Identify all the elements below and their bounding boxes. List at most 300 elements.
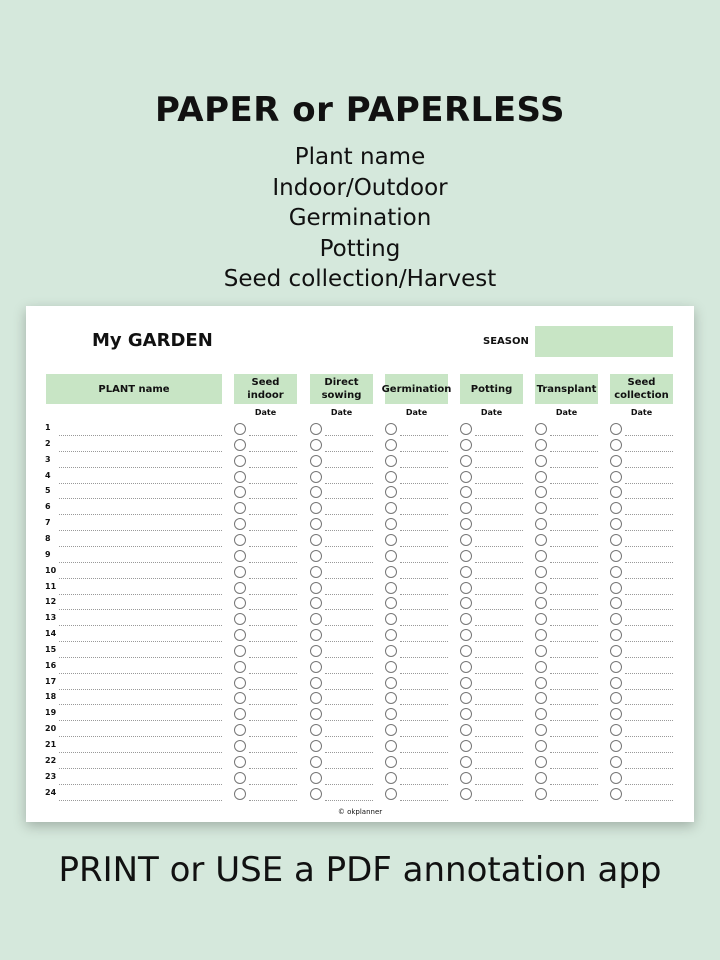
checkbox-circle[interactable] bbox=[460, 423, 472, 435]
plant-name-line[interactable] bbox=[59, 562, 222, 563]
date-line[interactable] bbox=[550, 720, 598, 721]
date-line[interactable] bbox=[475, 483, 523, 484]
checkbox-circle[interactable] bbox=[610, 502, 622, 514]
date-line[interactable] bbox=[249, 609, 297, 610]
date-line[interactable] bbox=[400, 641, 448, 642]
date-line[interactable] bbox=[475, 562, 523, 563]
date-line[interactable] bbox=[249, 736, 297, 737]
date-line[interactable] bbox=[550, 514, 598, 515]
date-line[interactable] bbox=[625, 530, 673, 531]
checkbox-circle[interactable] bbox=[310, 550, 322, 562]
checkbox-circle[interactable] bbox=[460, 582, 472, 594]
checkbox-circle[interactable] bbox=[535, 502, 547, 514]
date-line[interactable] bbox=[249, 673, 297, 674]
checkbox-circle[interactable] bbox=[234, 708, 246, 720]
date-line[interactable] bbox=[325, 736, 373, 737]
checkbox-circle[interactable] bbox=[460, 788, 472, 800]
date-line[interactable] bbox=[249, 625, 297, 626]
date-line[interactable] bbox=[400, 578, 448, 579]
checkbox-circle[interactable] bbox=[535, 566, 547, 578]
plant-name-line[interactable] bbox=[59, 641, 222, 642]
date-line[interactable] bbox=[625, 435, 673, 436]
date-line[interactable] bbox=[325, 625, 373, 626]
checkbox-circle[interactable] bbox=[310, 708, 322, 720]
date-line[interactable] bbox=[625, 657, 673, 658]
date-line[interactable] bbox=[475, 768, 523, 769]
checkbox-circle[interactable] bbox=[610, 455, 622, 467]
date-line[interactable] bbox=[475, 467, 523, 468]
checkbox-circle[interactable] bbox=[310, 486, 322, 498]
checkbox-circle[interactable] bbox=[460, 534, 472, 546]
date-line[interactable] bbox=[625, 625, 673, 626]
checkbox-circle[interactable] bbox=[234, 756, 246, 768]
checkbox-circle[interactable] bbox=[310, 661, 322, 673]
checkbox-circle[interactable] bbox=[310, 788, 322, 800]
date-line[interactable] bbox=[249, 578, 297, 579]
date-line[interactable] bbox=[249, 704, 297, 705]
checkbox-circle[interactable] bbox=[385, 566, 397, 578]
plant-name-line[interactable] bbox=[59, 784, 222, 785]
date-line[interactable] bbox=[400, 752, 448, 753]
checkbox-circle[interactable] bbox=[610, 740, 622, 752]
checkbox-circle[interactable] bbox=[385, 550, 397, 562]
checkbox-circle[interactable] bbox=[535, 645, 547, 657]
plant-name-line[interactable] bbox=[59, 530, 222, 531]
season-field[interactable] bbox=[535, 326, 673, 357]
date-line[interactable] bbox=[550, 562, 598, 563]
checkbox-circle[interactable] bbox=[610, 692, 622, 704]
checkbox-circle[interactable] bbox=[385, 661, 397, 673]
plant-name-line[interactable] bbox=[59, 704, 222, 705]
date-line[interactable] bbox=[550, 689, 598, 690]
date-line[interactable] bbox=[625, 673, 673, 674]
checkbox-circle[interactable] bbox=[385, 534, 397, 546]
checkbox-circle[interactable] bbox=[460, 677, 472, 689]
checkbox-circle[interactable] bbox=[535, 613, 547, 625]
checkbox-circle[interactable] bbox=[310, 597, 322, 609]
date-line[interactable] bbox=[400, 467, 448, 468]
checkbox-circle[interactable] bbox=[234, 724, 246, 736]
checkbox-circle[interactable] bbox=[460, 661, 472, 673]
checkbox-circle[interactable] bbox=[385, 518, 397, 530]
checkbox-circle[interactable] bbox=[535, 486, 547, 498]
date-line[interactable] bbox=[325, 768, 373, 769]
checkbox-circle[interactable] bbox=[460, 740, 472, 752]
checkbox-circle[interactable] bbox=[535, 677, 547, 689]
checkbox-circle[interactable] bbox=[610, 597, 622, 609]
checkbox-circle[interactable] bbox=[535, 629, 547, 641]
checkbox-circle[interactable] bbox=[535, 772, 547, 784]
checkbox-circle[interactable] bbox=[610, 772, 622, 784]
checkbox-circle[interactable] bbox=[535, 423, 547, 435]
date-line[interactable] bbox=[475, 720, 523, 721]
date-line[interactable] bbox=[249, 467, 297, 468]
date-line[interactable] bbox=[400, 498, 448, 499]
date-line[interactable] bbox=[325, 609, 373, 610]
date-line[interactable] bbox=[550, 736, 598, 737]
checkbox-circle[interactable] bbox=[234, 534, 246, 546]
checkbox-circle[interactable] bbox=[310, 566, 322, 578]
date-line[interactable] bbox=[625, 483, 673, 484]
date-line[interactable] bbox=[475, 546, 523, 547]
date-line[interactable] bbox=[625, 641, 673, 642]
plant-name-line[interactable] bbox=[59, 514, 222, 515]
date-line[interactable] bbox=[249, 752, 297, 753]
date-line[interactable] bbox=[400, 720, 448, 721]
date-line[interactable] bbox=[325, 784, 373, 785]
checkbox-circle[interactable] bbox=[385, 772, 397, 784]
checkbox-circle[interactable] bbox=[234, 582, 246, 594]
checkbox-circle[interactable] bbox=[460, 756, 472, 768]
date-line[interactable] bbox=[550, 752, 598, 753]
date-line[interactable] bbox=[550, 594, 598, 595]
date-line[interactable] bbox=[550, 657, 598, 658]
date-line[interactable] bbox=[475, 498, 523, 499]
checkbox-circle[interactable] bbox=[535, 708, 547, 720]
checkbox-circle[interactable] bbox=[385, 423, 397, 435]
checkbox-circle[interactable] bbox=[310, 692, 322, 704]
date-line[interactable] bbox=[475, 625, 523, 626]
checkbox-circle[interactable] bbox=[535, 455, 547, 467]
plant-name-line[interactable] bbox=[59, 578, 222, 579]
checkbox-circle[interactable] bbox=[610, 471, 622, 483]
checkbox-circle[interactable] bbox=[460, 550, 472, 562]
checkbox-circle[interactable] bbox=[460, 439, 472, 451]
date-line[interactable] bbox=[325, 483, 373, 484]
date-line[interactable] bbox=[475, 800, 523, 801]
date-line[interactable] bbox=[249, 800, 297, 801]
checkbox-circle[interactable] bbox=[610, 439, 622, 451]
date-line[interactable] bbox=[550, 498, 598, 499]
date-line[interactable] bbox=[550, 530, 598, 531]
date-line[interactable] bbox=[625, 752, 673, 753]
checkbox-circle[interactable] bbox=[535, 788, 547, 800]
plant-name-line[interactable] bbox=[59, 609, 222, 610]
date-line[interactable] bbox=[325, 673, 373, 674]
date-line[interactable] bbox=[475, 704, 523, 705]
checkbox-circle[interactable] bbox=[310, 613, 322, 625]
date-line[interactable] bbox=[400, 562, 448, 563]
date-line[interactable] bbox=[400, 514, 448, 515]
checkbox-circle[interactable] bbox=[385, 708, 397, 720]
checkbox-circle[interactable] bbox=[310, 502, 322, 514]
checkbox-circle[interactable] bbox=[385, 629, 397, 641]
plant-name-line[interactable] bbox=[59, 467, 222, 468]
checkbox-circle[interactable] bbox=[234, 597, 246, 609]
date-line[interactable] bbox=[325, 704, 373, 705]
checkbox-circle[interactable] bbox=[610, 756, 622, 768]
checkbox-circle[interactable] bbox=[460, 597, 472, 609]
checkbox-circle[interactable] bbox=[385, 439, 397, 451]
checkbox-circle[interactable] bbox=[460, 502, 472, 514]
checkbox-circle[interactable] bbox=[460, 486, 472, 498]
checkbox-circle[interactable] bbox=[610, 677, 622, 689]
date-line[interactable] bbox=[249, 641, 297, 642]
date-line[interactable] bbox=[400, 673, 448, 674]
date-line[interactable] bbox=[325, 435, 373, 436]
checkbox-circle[interactable] bbox=[460, 471, 472, 483]
checkbox-circle[interactable] bbox=[535, 724, 547, 736]
plant-name-line[interactable] bbox=[59, 546, 222, 547]
checkbox-circle[interactable] bbox=[234, 566, 246, 578]
checkbox-circle[interactable] bbox=[234, 439, 246, 451]
date-line[interactable] bbox=[400, 609, 448, 610]
checkbox-circle[interactable] bbox=[610, 566, 622, 578]
checkbox-circle[interactable] bbox=[535, 692, 547, 704]
date-line[interactable] bbox=[249, 594, 297, 595]
checkbox-circle[interactable] bbox=[310, 724, 322, 736]
date-line[interactable] bbox=[625, 467, 673, 468]
plant-name-line[interactable] bbox=[59, 657, 222, 658]
checkbox-circle[interactable] bbox=[535, 471, 547, 483]
checkbox-circle[interactable] bbox=[460, 613, 472, 625]
plant-name-line[interactable] bbox=[59, 752, 222, 753]
checkbox-circle[interactable] bbox=[234, 550, 246, 562]
checkbox-circle[interactable] bbox=[610, 661, 622, 673]
checkbox-circle[interactable] bbox=[535, 550, 547, 562]
checkbox-circle[interactable] bbox=[385, 692, 397, 704]
plant-name-line[interactable] bbox=[59, 625, 222, 626]
date-line[interactable] bbox=[550, 483, 598, 484]
date-line[interactable] bbox=[325, 514, 373, 515]
checkbox-circle[interactable] bbox=[460, 724, 472, 736]
date-line[interactable] bbox=[625, 736, 673, 737]
date-line[interactable] bbox=[325, 641, 373, 642]
checkbox-circle[interactable] bbox=[234, 502, 246, 514]
date-line[interactable] bbox=[550, 609, 598, 610]
checkbox-circle[interactable] bbox=[310, 423, 322, 435]
checkbox-circle[interactable] bbox=[310, 518, 322, 530]
date-line[interactable] bbox=[475, 578, 523, 579]
plant-name-line[interactable] bbox=[59, 800, 222, 801]
date-line[interactable] bbox=[249, 451, 297, 452]
date-line[interactable] bbox=[400, 704, 448, 705]
checkbox-circle[interactable] bbox=[234, 486, 246, 498]
checkbox-circle[interactable] bbox=[385, 677, 397, 689]
checkbox-circle[interactable] bbox=[535, 756, 547, 768]
date-line[interactable] bbox=[550, 704, 598, 705]
checkbox-circle[interactable] bbox=[234, 645, 246, 657]
checkbox-circle[interactable] bbox=[385, 613, 397, 625]
checkbox-circle[interactable] bbox=[385, 455, 397, 467]
date-line[interactable] bbox=[475, 451, 523, 452]
checkbox-circle[interactable] bbox=[385, 645, 397, 657]
date-line[interactable] bbox=[550, 546, 598, 547]
date-line[interactable] bbox=[325, 467, 373, 468]
checkbox-circle[interactable] bbox=[610, 645, 622, 657]
date-line[interactable] bbox=[625, 498, 673, 499]
date-line[interactable] bbox=[325, 451, 373, 452]
checkbox-circle[interactable] bbox=[310, 677, 322, 689]
date-line[interactable] bbox=[249, 720, 297, 721]
checkbox-circle[interactable] bbox=[234, 772, 246, 784]
date-line[interactable] bbox=[625, 704, 673, 705]
checkbox-circle[interactable] bbox=[535, 534, 547, 546]
checkbox-circle[interactable] bbox=[234, 629, 246, 641]
date-line[interactable] bbox=[475, 736, 523, 737]
plant-name-line[interactable] bbox=[59, 498, 222, 499]
date-line[interactable] bbox=[249, 530, 297, 531]
date-line[interactable] bbox=[550, 673, 598, 674]
date-line[interactable] bbox=[400, 689, 448, 690]
checkbox-circle[interactable] bbox=[460, 566, 472, 578]
date-line[interactable] bbox=[550, 467, 598, 468]
checkbox-circle[interactable] bbox=[310, 471, 322, 483]
date-line[interactable] bbox=[325, 800, 373, 801]
date-line[interactable] bbox=[400, 625, 448, 626]
checkbox-circle[interactable] bbox=[610, 518, 622, 530]
date-line[interactable] bbox=[475, 657, 523, 658]
plant-name-line[interactable] bbox=[59, 483, 222, 484]
date-line[interactable] bbox=[325, 720, 373, 721]
checkbox-circle[interactable] bbox=[535, 518, 547, 530]
date-line[interactable] bbox=[625, 578, 673, 579]
checkbox-circle[interactable] bbox=[385, 471, 397, 483]
date-line[interactable] bbox=[325, 752, 373, 753]
checkbox-circle[interactable] bbox=[535, 597, 547, 609]
plant-name-line[interactable] bbox=[59, 720, 222, 721]
date-line[interactable] bbox=[249, 657, 297, 658]
date-line[interactable] bbox=[475, 530, 523, 531]
date-line[interactable] bbox=[625, 546, 673, 547]
date-line[interactable] bbox=[475, 594, 523, 595]
checkbox-circle[interactable] bbox=[535, 661, 547, 673]
date-line[interactable] bbox=[475, 784, 523, 785]
checkbox-circle[interactable] bbox=[460, 692, 472, 704]
checkbox-circle[interactable] bbox=[234, 613, 246, 625]
checkbox-circle[interactable] bbox=[310, 629, 322, 641]
date-line[interactable] bbox=[625, 609, 673, 610]
checkbox-circle[interactable] bbox=[610, 486, 622, 498]
date-line[interactable] bbox=[550, 625, 598, 626]
date-line[interactable] bbox=[625, 689, 673, 690]
checkbox-circle[interactable] bbox=[234, 518, 246, 530]
date-line[interactable] bbox=[400, 736, 448, 737]
date-line[interactable] bbox=[249, 784, 297, 785]
plant-name-line[interactable] bbox=[59, 689, 222, 690]
checkbox-circle[interactable] bbox=[385, 597, 397, 609]
checkbox-circle[interactable] bbox=[460, 772, 472, 784]
date-line[interactable] bbox=[550, 435, 598, 436]
checkbox-circle[interactable] bbox=[610, 613, 622, 625]
date-line[interactable] bbox=[625, 514, 673, 515]
checkbox-circle[interactable] bbox=[610, 534, 622, 546]
date-line[interactable] bbox=[325, 546, 373, 547]
date-line[interactable] bbox=[625, 784, 673, 785]
date-line[interactable] bbox=[475, 641, 523, 642]
date-line[interactable] bbox=[550, 578, 598, 579]
date-line[interactable] bbox=[550, 784, 598, 785]
checkbox-circle[interactable] bbox=[535, 740, 547, 752]
date-line[interactable] bbox=[249, 514, 297, 515]
date-line[interactable] bbox=[325, 594, 373, 595]
date-line[interactable] bbox=[400, 546, 448, 547]
date-line[interactable] bbox=[400, 784, 448, 785]
date-line[interactable] bbox=[249, 562, 297, 563]
checkbox-circle[interactable] bbox=[310, 455, 322, 467]
checkbox-circle[interactable] bbox=[460, 708, 472, 720]
checkbox-circle[interactable] bbox=[385, 582, 397, 594]
checkbox-circle[interactable] bbox=[310, 772, 322, 784]
date-line[interactable] bbox=[475, 514, 523, 515]
checkbox-circle[interactable] bbox=[460, 645, 472, 657]
date-line[interactable] bbox=[625, 768, 673, 769]
checkbox-circle[interactable] bbox=[385, 486, 397, 498]
date-line[interactable] bbox=[249, 689, 297, 690]
checkbox-circle[interactable] bbox=[234, 661, 246, 673]
plant-name-line[interactable] bbox=[59, 435, 222, 436]
checkbox-circle[interactable] bbox=[234, 471, 246, 483]
plant-name-line[interactable] bbox=[59, 594, 222, 595]
checkbox-circle[interactable] bbox=[385, 740, 397, 752]
date-line[interactable] bbox=[249, 435, 297, 436]
date-line[interactable] bbox=[475, 609, 523, 610]
checkbox-circle[interactable] bbox=[234, 692, 246, 704]
checkbox-circle[interactable] bbox=[310, 756, 322, 768]
date-line[interactable] bbox=[625, 800, 673, 801]
date-line[interactable] bbox=[400, 530, 448, 531]
date-line[interactable] bbox=[325, 689, 373, 690]
date-line[interactable] bbox=[475, 673, 523, 674]
date-line[interactable] bbox=[325, 657, 373, 658]
checkbox-circle[interactable] bbox=[535, 582, 547, 594]
checkbox-circle[interactable] bbox=[385, 502, 397, 514]
date-line[interactable] bbox=[625, 594, 673, 595]
plant-name-line[interactable] bbox=[59, 768, 222, 769]
checkbox-circle[interactable] bbox=[234, 740, 246, 752]
checkbox-circle[interactable] bbox=[234, 788, 246, 800]
checkbox-circle[interactable] bbox=[610, 423, 622, 435]
checkbox-circle[interactable] bbox=[385, 788, 397, 800]
checkbox-circle[interactable] bbox=[535, 439, 547, 451]
checkbox-circle[interactable] bbox=[460, 629, 472, 641]
date-line[interactable] bbox=[625, 451, 673, 452]
date-line[interactable] bbox=[249, 483, 297, 484]
date-line[interactable] bbox=[400, 435, 448, 436]
date-line[interactable] bbox=[550, 800, 598, 801]
checkbox-circle[interactable] bbox=[310, 740, 322, 752]
date-line[interactable] bbox=[325, 578, 373, 579]
plant-name-line[interactable] bbox=[59, 736, 222, 737]
checkbox-circle[interactable] bbox=[610, 629, 622, 641]
checkbox-circle[interactable] bbox=[610, 582, 622, 594]
date-line[interactable] bbox=[400, 594, 448, 595]
date-line[interactable] bbox=[550, 451, 598, 452]
date-line[interactable] bbox=[400, 483, 448, 484]
checkbox-circle[interactable] bbox=[460, 518, 472, 530]
checkbox-circle[interactable] bbox=[610, 708, 622, 720]
date-line[interactable] bbox=[249, 498, 297, 499]
checkbox-circle[interactable] bbox=[610, 724, 622, 736]
date-line[interactable] bbox=[625, 562, 673, 563]
checkbox-circle[interactable] bbox=[610, 550, 622, 562]
date-line[interactable] bbox=[475, 752, 523, 753]
date-line[interactable] bbox=[325, 498, 373, 499]
date-line[interactable] bbox=[400, 768, 448, 769]
checkbox-circle[interactable] bbox=[310, 645, 322, 657]
date-line[interactable] bbox=[249, 546, 297, 547]
checkbox-circle[interactable] bbox=[234, 677, 246, 689]
date-line[interactable] bbox=[325, 562, 373, 563]
checkbox-circle[interactable] bbox=[460, 455, 472, 467]
date-line[interactable] bbox=[325, 530, 373, 531]
plant-name-line[interactable] bbox=[59, 451, 222, 452]
date-line[interactable] bbox=[249, 768, 297, 769]
date-line[interactable] bbox=[550, 641, 598, 642]
checkbox-circle[interactable] bbox=[234, 455, 246, 467]
plant-name-line[interactable] bbox=[59, 673, 222, 674]
checkbox-circle[interactable] bbox=[310, 439, 322, 451]
